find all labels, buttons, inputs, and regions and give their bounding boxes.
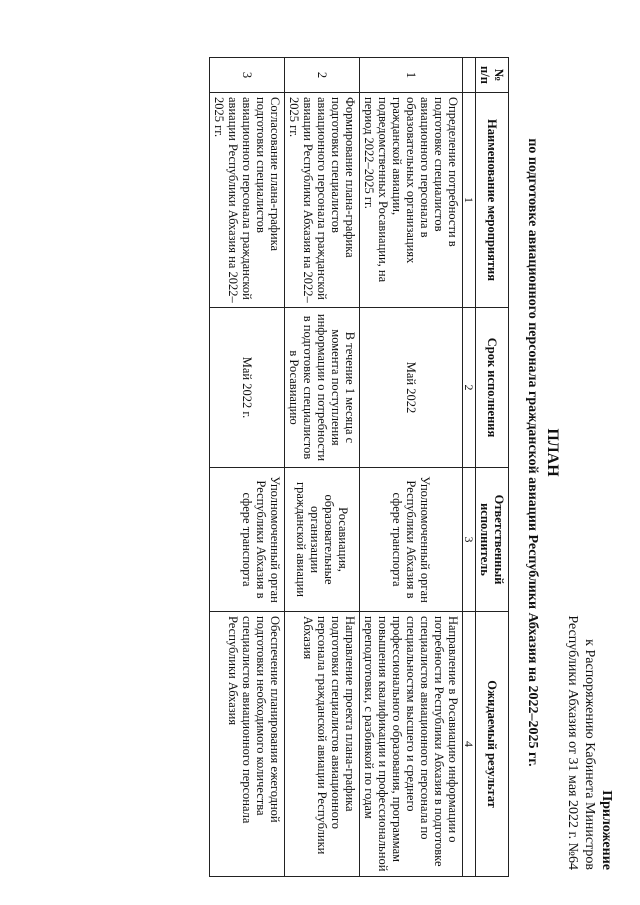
header-cell-term: Срок исполнения [476,308,509,468]
result-cell: Обеспечение планирования ежегодной подготовки необходимого количества специалистов авиационного персонала Республики Абхазия [210,612,285,877]
appendix-block [564,615,615,870]
table-row [360,58,463,877]
table-row [285,58,360,877]
plan-table [209,57,509,877]
responsible-cell: Уполномоченный орган Республики Абхазия в сфере транспорта [360,468,463,612]
header-cell-responsible: Ответственный исполнитель [476,468,509,612]
term-cell: В течение 1 месяца с момента поступления информации о потребности в подготовке специалистов в Росавиацию [285,308,360,468]
appendix-line: Республики Абхазия от 31 мая 2022 г. №64 [565,615,580,870]
result-cell: Направление в Росавиацию информации о потребности Республики Абхазия в подготовке специалистов авиационного персонала по специальностям высшего и среднего профессионального образования, программам повышения квалификации и профессиональной переподготовки, с разбивкой по годам [360,612,463,877]
column-index-cell: 2 [463,308,476,468]
responsible-cell: Уполномоченный орган Республики Абхазия в сфере транспорта [210,468,285,612]
column-index-row [463,58,476,877]
header-cell-number: № п/п [476,58,509,93]
plan-title: ПЛАН [544,428,561,477]
term-cell: Май 2022 г. [210,308,285,468]
activity-name: Определение потребности в подготовке специалистов авиационного персонала в образовательных организациях гражданской авиации, подведомственных Росавиации, на период 2022–2025 гг. [360,93,463,308]
result-cell: Направление проекта плана-графика подготовки специалистов авиационного персонала гражданской авиации Республики Абхазия [285,612,360,877]
column-index-cell: 3 [463,468,476,612]
header-cell-result: Ожидаемый результат [476,612,509,877]
appendix-title: Приложение [599,790,614,870]
header-cell-name: Наименование мероприятия [476,93,509,308]
column-index-cell: 4 [463,612,476,877]
responsible-cell: Росавиация, образовательные организации гражданской авиации [285,468,360,612]
table-row [210,58,285,877]
term-cell: Май 2022 [360,308,463,468]
column-index-cell [463,58,476,93]
row-number: 1 [360,58,463,93]
appendix-line: к Распоряжению Кабинета Министров [582,639,597,870]
row-number: 2 [285,58,360,93]
column-index-cell: 1 [463,93,476,308]
table-header-row [476,58,509,877]
activity-name: Согласование плана-графика подготовки специалистов авиационного персонала гражданской авиации Республики Абхазия на 2022–2025 гг. [210,93,285,308]
row-number: 3 [210,58,285,93]
plan-subtitle: по подготовке авиационного персонала гражданской авиации Республики Абхазия на 2022–2025 гг. [525,138,540,767]
activity-name: Формирование плана-графика подготовки специалистов авиационного персонала гражданской авиации Республики Абхазия на 2022–2025 гг. [285,93,360,308]
